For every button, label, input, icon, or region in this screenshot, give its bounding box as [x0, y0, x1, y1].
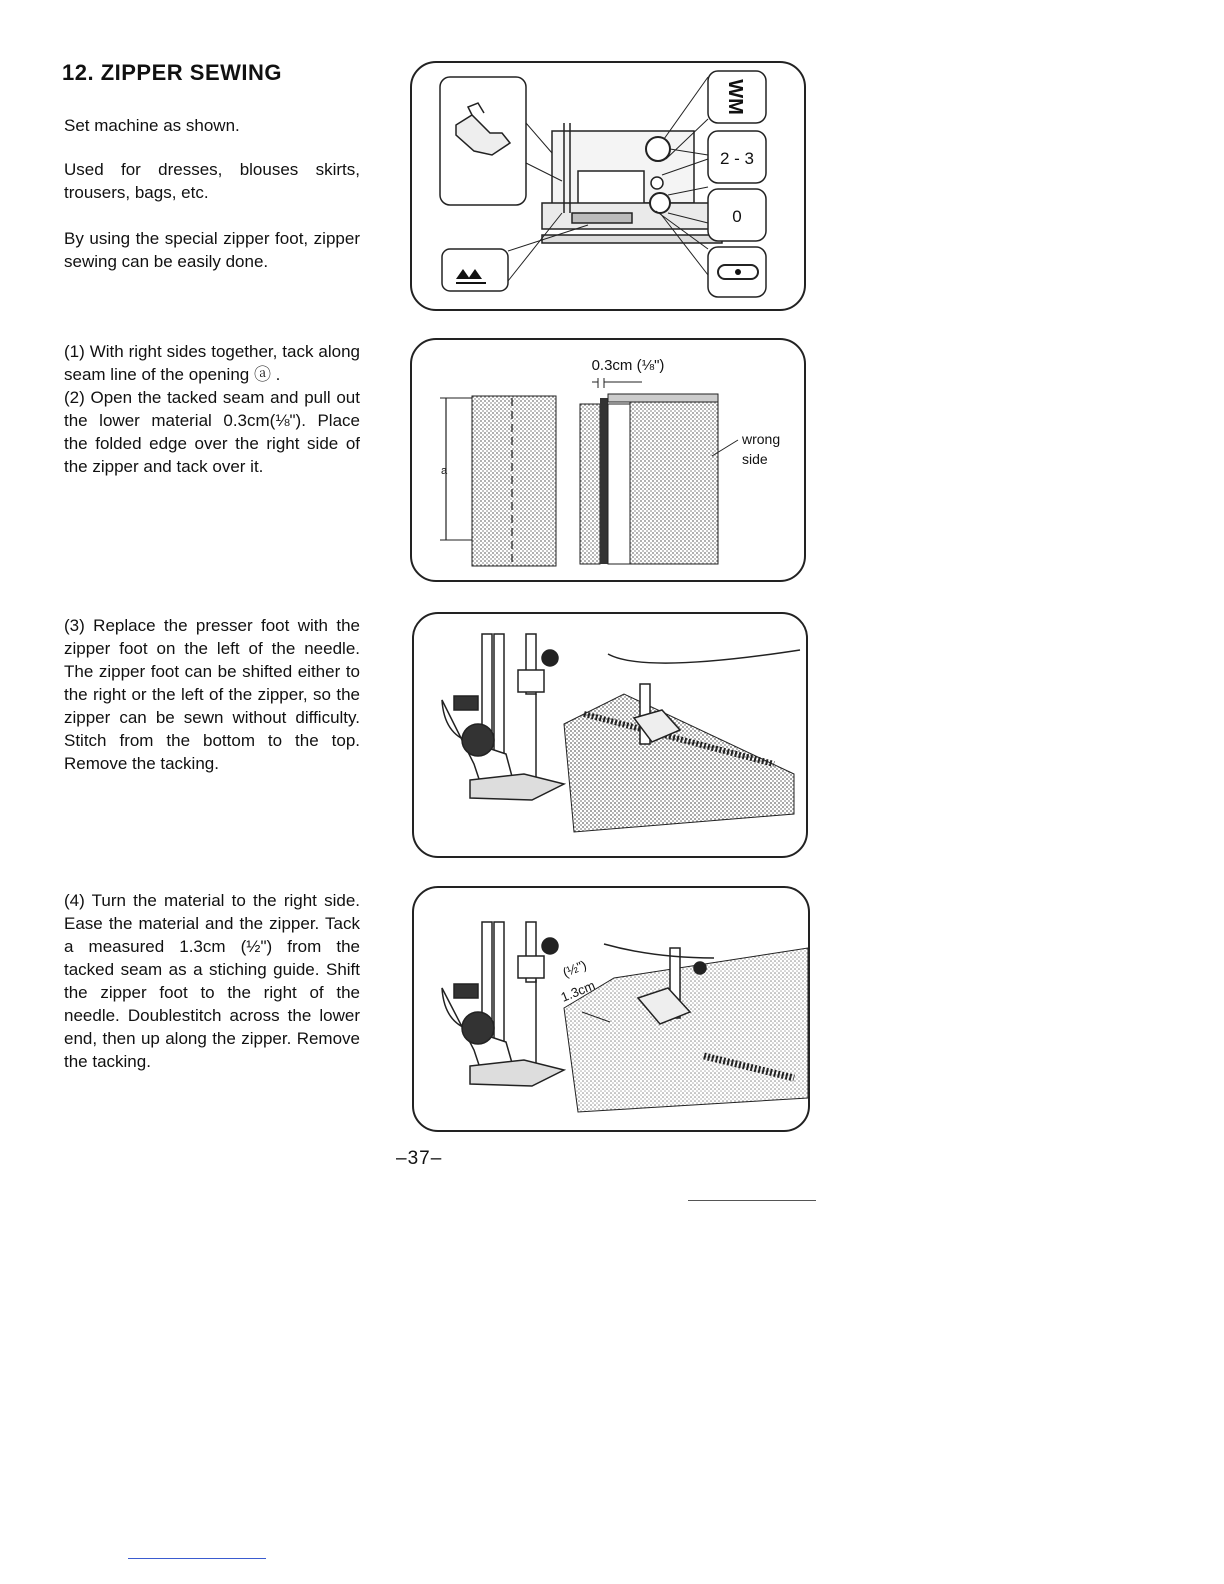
divider-rule-blue	[128, 1558, 266, 1559]
presser-bar-icon	[442, 634, 564, 800]
figure-seam-opening	[410, 338, 806, 582]
sewing-machine-icon	[542, 123, 722, 243]
fabric-with-zipper	[564, 694, 794, 832]
figure-zipper-foot-right	[412, 886, 810, 1132]
zipper-foot-icon	[456, 103, 510, 155]
wrong-side-label: wrong	[742, 431, 781, 447]
step-1: (1) With right sides together, tack along seam line of the opening ⓐ .	[64, 342, 360, 384]
wrong-side-label-2: side	[742, 451, 768, 467]
fabric-tacked-seam	[472, 396, 556, 566]
intro-uses: Used for dresses, blouses skirts, trousers, bags, etc.	[64, 160, 360, 202]
divider-rule	[688, 1200, 816, 1201]
seam-allowance-measure: 0.3cm (⅛")	[591, 357, 665, 374]
opening-label-a: a	[440, 465, 448, 477]
step-2: (2) Open the tacked seam and pull out the lower material 0.3cm(⅛"). Place the folded edge over the right side of the zipper and tack over it.	[64, 388, 360, 476]
step-3: (3) Replace the presser foot with the zipper foot on the left of the needle. The zipper foot can be shifted either to the right or the left of the zipper, so the zipper can be sewn without difficulty. Stitch from the bottom to the top. Remove the tacking.	[64, 616, 360, 773]
presser-bar-icon	[442, 922, 564, 1086]
zipper-tape	[600, 398, 608, 564]
intro-zipper-foot: By using the special zipper foot, zipper sewing can be easily done.	[64, 229, 360, 271]
figure-zipper-foot-left	[412, 612, 808, 858]
pattern-setting: WM	[724, 79, 746, 115]
machine-illustration	[412, 63, 804, 309]
fabric-right-side	[564, 948, 808, 1112]
page-number: –37–	[396, 1148, 443, 1169]
stitch-width-setting: 0	[732, 207, 742, 226]
intro-setting: Set machine as shown.	[64, 116, 240, 135]
stitch-length-setting: 2 - 3	[719, 149, 755, 168]
step-4: (4) Turn the material to the right side. Ease the material and the zipper. Tack a measured 1.3cm (½") from the tacked seam as a stiching guide. Shift the zipper foot to the right of the needle. Doublestitch across the lower end, then up along the zipper. Remove the tacking.	[64, 891, 360, 1071]
measure-cm: 1.3cm	[558, 977, 598, 1005]
page-title: 12. ZIPPER SEWING	[62, 60, 282, 85]
figure-machine-settings	[410, 61, 806, 311]
measure-inches: (½")	[560, 957, 589, 981]
